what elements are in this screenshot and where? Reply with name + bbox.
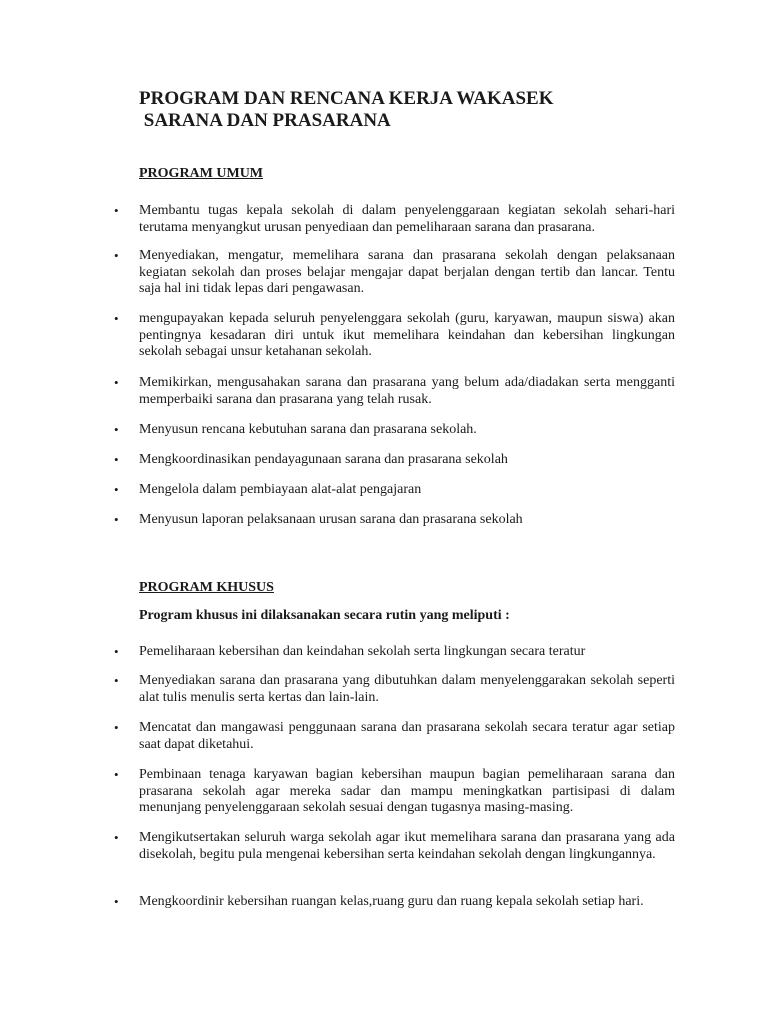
bullet-icon: • xyxy=(114,248,119,263)
list-item-text: Menyediakan sarana dan prasarana yang dibutuhkan dalam menyelenggarakan sekolah seperti alat tulis menulis serta kertas dan lain-lain. xyxy=(139,673,675,705)
list-item xyxy=(114,830,675,863)
list-item xyxy=(114,767,675,817)
bullet-icon: • xyxy=(114,452,119,467)
bullet-icon: • xyxy=(114,644,119,659)
list-item-text: mengupayakan kepada seluruh penyelenggara sekolah (guru, karyawan, maupun siswa) akan pentingnya kesadaran diri untuk ikut memelihara keindahan dan kebersihan lingkungan sekolah sebagai unsur ketahanan sekolah. xyxy=(139,311,675,359)
bullet-icon: • xyxy=(114,767,119,782)
section-heading-program-khusus: PROGRAM KHUSUS xyxy=(139,580,274,595)
list-item-text: Menyusun laporan pelaksanaan urusan sarana dan prasarana sekolah xyxy=(139,512,523,527)
list-item xyxy=(114,452,675,469)
title-line-1: PROGRAM DAN RENCANA KERJA WAKASEK xyxy=(139,88,554,109)
list-item-text: Membantu tugas kepala sekolah di dalam penyelenggaraan kegiatan sekolah sehari-hari terutama menyangkut urusan penyediaan dan pemeliharaan sarana dan prasarana. xyxy=(139,203,675,235)
list-item xyxy=(114,894,675,911)
list-item-text: Pembinaan tenaga karyawan bagian kebersihan maupun bagian pemeliharaan sarana dan prasarana sekolah agar mereka sadar dan mampu meningkatkan partisipasi di dalam menunjang penyelenggaraan sekolah sesuai dengan tugasnya masing-masing. xyxy=(139,767,675,815)
bullet-icon: • xyxy=(114,203,119,218)
list-item-text: Memikirkan, mengusahakan sarana dan prasarana yang belum ada/diadakan serta mengganti memperbaiki sarana dan prasarana yang telah rusak. xyxy=(139,375,675,407)
list-item xyxy=(114,203,675,236)
section-heading-program-umum: PROGRAM UMUM xyxy=(139,166,264,181)
list-item-text: Pemeliharaan kebersihan dan keindahan sekolah serta lingkungan secara teratur xyxy=(139,644,586,659)
list-item-text: Mengelola dalam pembiayaan alat-alat pengajaran xyxy=(139,482,422,497)
list-item-text: Menyediakan, mengatur, memelihara sarana dan prasarana sekolah dengan pelaksanaan kegiatan sekolah dan proses belajar mengajar dapat berjalan dengan tertib dan lancar. Tentu saja hal ini tidak lepas dari pengawasan. xyxy=(139,248,675,296)
bullet-icon: • xyxy=(114,422,119,437)
list-item xyxy=(114,248,675,298)
list-item-text: Mengkoordinasikan pendayagunaan sarana dan prasarana sekolah xyxy=(139,452,508,467)
bullet-icon: • xyxy=(114,482,119,497)
list-item xyxy=(114,720,675,753)
list-item xyxy=(114,482,675,499)
list-item xyxy=(114,644,675,661)
bullet-icon: • xyxy=(114,673,119,688)
document-title xyxy=(139,88,699,132)
list-item-text: Menyusun rencana kebutuhan sarana dan prasarana sekolah. xyxy=(139,422,477,437)
title-line-2: SARANA DAN PRASARANA xyxy=(139,110,391,131)
list-item-text: Mengkoordinir kebersihan ruangan kelas,ruang guru dan ruang kepala sekolah setiap hari. xyxy=(139,894,644,909)
list-item xyxy=(114,673,675,706)
bullet-icon: • xyxy=(114,720,119,735)
bullet-icon: • xyxy=(114,375,119,390)
bullet-icon: • xyxy=(114,830,119,845)
list-item xyxy=(114,375,675,408)
list-item-text: Mengikutsertakan seluruh warga sekolah agar ikut memelihara sarana dan prasarana yang ada disekolah, begitu pula mengenai kebersihan serta keindahan sekolah dengan lingkungannya. xyxy=(139,830,675,862)
list-item xyxy=(114,512,675,529)
bullet-icon: • xyxy=(114,311,119,326)
program-khusus-intro: Program khusus ini dilaksanakan secara rutin yang meliputi : xyxy=(139,608,510,623)
list-item xyxy=(114,311,675,361)
list-item-text: Mencatat dan mangawasi penggunaan sarana dan prasarana sekolah secara teratur agar setiap saat dapat diketahui. xyxy=(139,720,675,752)
bullet-icon: • xyxy=(114,512,119,527)
bullet-icon: • xyxy=(114,894,119,909)
list-item xyxy=(114,422,675,439)
